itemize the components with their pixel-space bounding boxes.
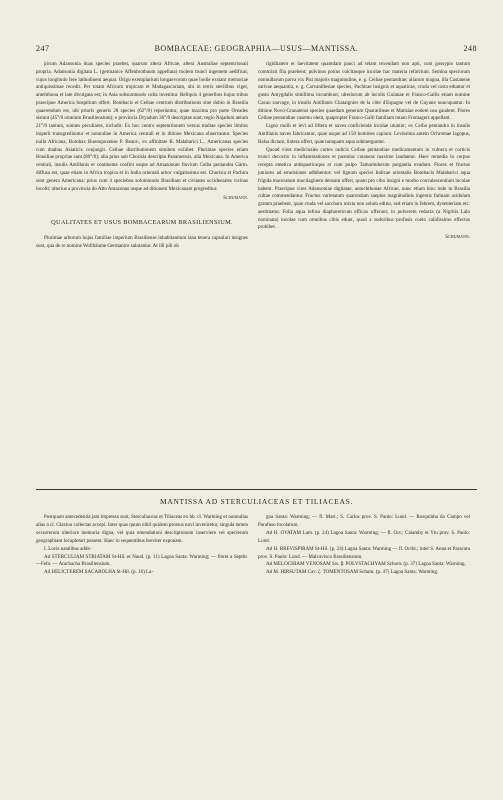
running-header	[36, 44, 477, 58]
paragraph-wood: Ligno molli et levi ad liftera et naves conficienda incolae utuntur; ex Ceiba pentandra in insulis Antillanis naves fabricantur, quae usque ad 150 homines capiunt. Levissima autem Ochromae lagopus, Balsa dictam, lintera offert, quae nunquam aqua submerguntur.	[258, 123, 470, 145]
left-column	[36, 61, 248, 251]
paragraph-medicine: Quoad vires medicinales cortex radicis Ceibae pentandrae medicamentum in vulnera et corticis trunci decoctio in inflammationes et pustulas cutaneas maxime laudantur. Haec remedia in corpus recepta emetica antispasticaque et cum pulpo Tamarindorum purgantia evadunt. Flores et fructus juniores ad emulsiones adhibentur; vel lignum speciei Indicae orientalis Bombacis Malabarici aqua frigida maceratum mucilaginem densum offert, quam pro cibo insigni e morbo convalescentium incolae habent. Praecipue vires Adansoniae digitatae, autochthonae Africae, nunc etiam hinc inde in Brasilia cultae commendantur. Fructus varietatum quarundam saepius magnitudinis ingentis farinam acidulam gratam praebent, quae cruda vel saccharo mixta non solum editur, sed etiam in febrem, dysenteriam etc. aestimatur. Folia aqua infusa diaphoreticum efficax offerunt; in pulverem redacta (a Nigritis Lalo nominata) incolae cum omnibus cibis edunt, quod a sudoribus profusis coelo calidissimo effectus prohibet.	[258, 146, 470, 231]
page-number-left: 247	[36, 44, 50, 53]
author-signature: Schumann.	[223, 196, 248, 202]
section-divider	[36, 489, 477, 490]
paragraph-geography: picum Adansonia duas species praebet, quarum altera Africae, altera Australiae septentrionali propria. Adansonia digitata L. (germanice Affenbrotbaum appellata) molem trunci ingentem aedificat, cujus longitudo fere latitudinem aequat. Origo exemplarium longaevorum quae hodie exstant memoriae antiquissimae recedit. Per totam Africam tropicam et Madagascariam, ubi in terris sterilibus viget, antehthona et late divulgata est; in Asia subsummodo culta invenitur. Reliquis 4 generibus hujus tribus praecipue America hospitium offert. Bombacis et Ceibae centrum distributionis sine dubio in Brasilia quaerendum est, ubi priorls generis 28 species (62°/0) reperiuntur, quae maxima pro parte Oreades sistunt (45°/0 omnium Brasiliensium); e provincia Dryadum 36°/0 descriptae sunt; regio Najadum aeium 21°/0 tantum, sonnes peculiares, includit. Ex hoc centro septentrionem versus multae species limites imperii transgrediuntur et nonnullae in America centrali et in ditione Mexicana observantur. Species nulla Africana, Bombax Buonopozense P. Beauv., ex affinitate B. Malabarici L., Americanas species cum duabus Asiaticis conjungit. Ceibae distributionem similem exhibet. Plurimae species etiam Brasiliae propriae sunt (80°/0); alia prius sub Chorisia descripta Panamensis, alia Mexicana. In America centrali, insulis Antillanis et continente confini usque ad Amazonum fluvium Ceiba pentandra Gärtn. diffusa est, quae etiam in Africa tropica et in India orientali arbor vulgatissima est. Chorisia et Pachira sunt genera Americana: prius cum 4 speciebus solummodo Brasiliam et civitates occidentales vicinas incolit; ulterius a provincia do Alto Amazonas usque ad ditionem Mexicanam progreditur.	[36, 61, 248, 192]
mantissa-entry: Ad M. HIRSUTAM Cav. ζ. TOMENTOSAM Schum. (p. 47) Lagoa Santa: Warming.	[266, 569, 439, 576]
mantissa-entry: Ad MELOCHIAM VENOSAM Sw. β. POLYSTACHYAM Schum. (p. 37) Lagoa Santa: Warming.	[266, 561, 466, 568]
paragraph-seeds: rigiditatem et laevitatem quamdam pauci ad telam texendam non apti, cum gossypio tantum commixti fila praebent; pulvinos potius culcitasque incolae hac materia refarciunt. Semina speciorum nonnullarum parva vix Pisi majoris magnitudine, e. g. Ceibae pentandrae; aliarum magna, illa Castaneae sativae aequantia, e. g. Carvanillesiae species, Pachirae insignis et aquaticae, cruda vel tosta eduntur et gustu Amygdalis simillima incumbunt; ulteriorum ab incolis Guianae et Franco-Gallis etiam nomine Cacao sauvage, in insulis Antillanis Chataignier de la côte d'Espagne vel de Guyane nuncupantur. In ditione Novo-Granatensi species quaedam generum Quararibeae et Matisiae eodem usu gaudent. Flores Ceibae pentandrae casemu olent, quapropter Franco-Galli familiam totam Fromagers appellant.	[258, 61, 470, 122]
page-number-right: 248	[463, 44, 477, 53]
mantissa-entry: Ad H. BREVISPIRAM St-Hil. (p. 24) Lagoa Santa: Warming — fl. Octbr.; inter S. Anna et Paracatu prov. S. Paulo: Lund. — Malvavisco Brasiliensium.	[258, 545, 470, 560]
section-heading: QUALITATES ET USUS BOMBACEARUM BRASILIENSIUM.	[51, 219, 233, 227]
author-signature: Schumann.	[445, 235, 470, 241]
mantissa-list-heading: I. Locis natalibus adde:	[44, 545, 92, 552]
mantissa-right-column	[258, 514, 470, 577]
mantissa-entry: goa Santa: Warming; — fl. Mart.; S. Carlos prov. S. Paulo: Lund. — Rosquinha do Campo vel Parafuso incolarum.	[258, 514, 470, 528]
mantissa-entry: Ad STERCULIAM STRIATAM St-Hil. et Naud. (p. 11) Lagoa Santa: Warming; — floret a Septbr.—Febr. — Arachacha Brasiliensium.	[36, 553, 248, 568]
mantissa-entry: Ad H. OVATAM Lam. (p. 24) Lagoa Santa: Warming; — fl. Oct.; Caiamby et Ytu prov. S. Paulo: Lund.	[258, 529, 470, 544]
mantissa-intro: Postquam antecedentia jam impressa sunt, Sterculiaceas et Tiliaceas ex hb. cl. Warming et nonnullas alias a cl. Glaziou collectas accepi. Inter quas quum nihil quidem prorsus novi inveniretur, singula tamen occurrerunt ulteriore memoria digna, vel quia emendationi descriptionum inserviere vel specierum geographiam locupletari possent. Haec in sequentibus breviter exponam.	[36, 514, 248, 544]
paragraph-qualitates: Plurimae arborum hujus familiae imperium Brasiliense inhabitantium lana tenera capsulari insignes sunt, qua de re nomine Wollbäume Germanice salutantur. At illi pili ob	[36, 235, 248, 249]
right-column	[258, 61, 470, 242]
running-title: BOMBACEAE: GEOGRAPHIA—USUS—MANTISSA.	[154, 44, 359, 53]
mantissa-title: MANTISSA AD STERCULIACEAS ET TILIACEAS.	[159, 497, 354, 506]
mantissa-entry: Ad HELICTEREM SACAROLHA St-Hil. (p. 16) La-	[44, 569, 154, 576]
mantissa-left-column	[36, 514, 248, 577]
